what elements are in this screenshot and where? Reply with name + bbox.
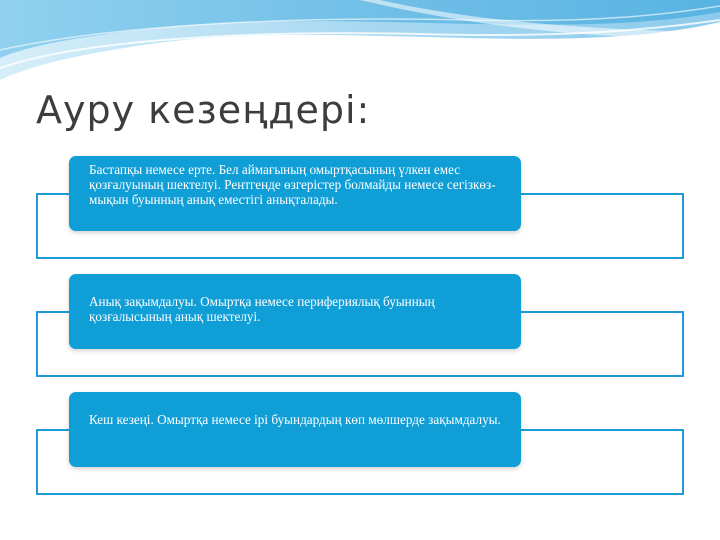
stage-card-late: [69, 392, 521, 467]
decorative-wave-banner: [0, 0, 720, 80]
stage-text-pronounced: Анық зақымдалуы. Омыртқа немесе перифериялық буынның қозғалысының анық шектелуі.: [89, 294, 435, 324]
stage-text-early: Бастапқы немесе ерте. Бел аймағының омыртқасының үлкен емес қозғалуының шектелуі. Рентгенде өзгерістер болмайды немесе сегізкөз-мықын буынның анық еместігі анықталады.: [89, 162, 496, 207]
stage-text-late: Кеш кезеңі. Омыртқа немесе ірі буындардың көп мөлшерде зақымдалуы.: [89, 412, 501, 427]
slide-title: Ауру кезеңдері:: [36, 88, 371, 132]
stage-card-pronounced: [69, 274, 521, 349]
stage-card-early: [69, 156, 521, 231]
